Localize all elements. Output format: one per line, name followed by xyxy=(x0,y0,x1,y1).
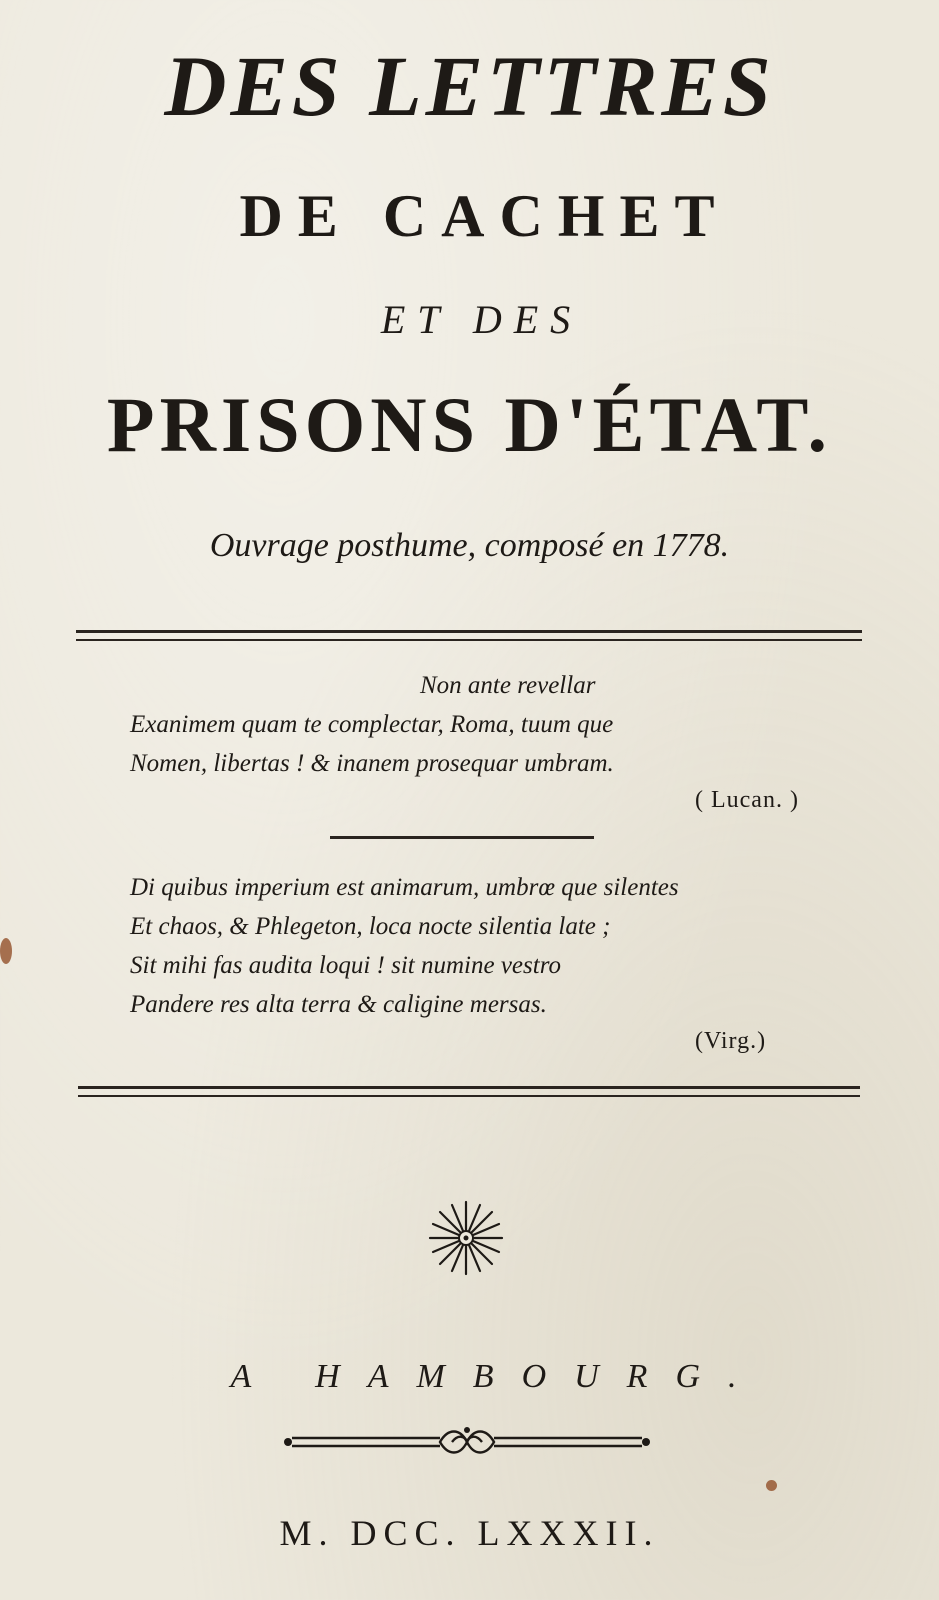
paper-stain xyxy=(766,1480,777,1491)
epigraph-1-line: Exanimem quam te complectar, Roma, tuum que xyxy=(130,711,614,738)
scroll-rule-ornament-icon xyxy=(282,1422,652,1462)
epigraph-2-line: Pandere res alta terra & caligine mersas. xyxy=(130,991,547,1018)
title-line-1: DES LETTRES xyxy=(164,38,775,134)
epigraph-1-line: Non ante revellar xyxy=(420,672,596,699)
epigraph-1-line: Nomen, libertas ! & inanem prosequar umbram. xyxy=(130,750,614,777)
imprint-year: M. DCC. LXXXII. xyxy=(279,1513,660,1553)
paper-stain xyxy=(0,938,12,964)
epigraph-2-line: Et chaos, & Phlegeton, loca nocte silentia late ; xyxy=(130,913,611,940)
title-line-4: PRISONS D'ÉTAT. xyxy=(106,381,833,468)
double-rule-bottom xyxy=(78,1086,860,1097)
epigraph-2-line: Sit mihi fas audita loqui ! sit numine vestro xyxy=(130,952,562,979)
short-rule xyxy=(330,836,594,839)
title-line-3: ET DES xyxy=(380,297,583,342)
epigraph-2-line: Di quibus imperium est animarum, umbrœ que silentes xyxy=(130,874,679,901)
title-line-2: DE CACHET xyxy=(239,183,730,249)
starburst-ornament-icon xyxy=(426,1198,506,1278)
epigraph-1-attribution: ( Lucan. ) xyxy=(695,787,799,813)
imprint-place: A HAMBOURG. xyxy=(230,1358,765,1395)
epigraph-2-attribution: (Virg.) xyxy=(695,1028,767,1054)
double-rule-top xyxy=(76,630,862,641)
subtitle: Ouvrage posthume, composé en 1778. xyxy=(209,527,730,564)
